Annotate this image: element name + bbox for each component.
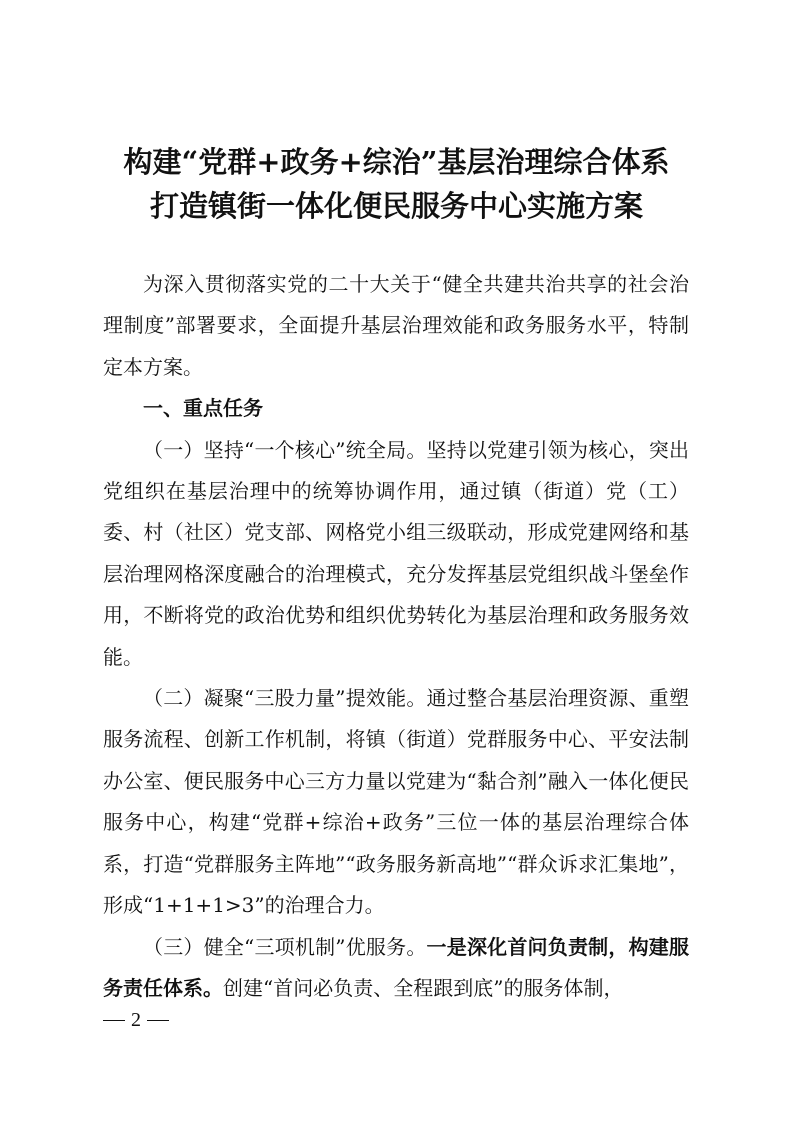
footer-dash-right	[147, 1020, 169, 1021]
page-number: 2	[131, 1009, 141, 1031]
task-item-1: （一）坚持“一个核心”统全局。坚持以党建引领为核心，突出党组织在基层治理中的统筹协调作用，通过镇（街道）党（工）委、村（社区）党支部、网格党小组三级联动，形成党建网络和基层治理网格深度融合的治理模式，充分发挥基层党组织战斗堡垒作用，不断将党的政治优势和组织优势转化为基层治理和政务服务效能。	[103, 437, 689, 669]
task-item-3-rest: 创建“首问必负责、全程跟到底”的服务体制，	[223, 975, 624, 1000]
task-item-2: （二）凝聚“三股力量”提效能。通过整合基层治理资源、重塑服务流程、创新工作机制，将镇（街道）党群服务中心、平安法制办公室、便民服务中心三方力量以党建为“黏合剂”融入一体化便民服务中心，构建“党群+综治+政务”三位一体的基层治理综合体系，打造“党群服务主阵地”“政务服务新高地”“群众诉求汇集地”，形成“1+1+1>3”的治理合力。	[103, 686, 689, 918]
task-item-3	[103, 927, 689, 1010]
footer-dash-left	[103, 1020, 125, 1021]
document-body	[103, 264, 689, 1009]
intro-paragraph: 为深入贯彻落实党的二十大关于“健全共建共治共享的社会治理制度”部署要求，全面提升基层治理效能和政务服务水平，特制定本方案。	[103, 272, 689, 379]
page-footer	[103, 1004, 169, 1035]
document-title-line-1: 构建“党群+政务+综治”基层治理综合体系	[123, 145, 670, 179]
task-item-3-bold-phrase: 一是深化首问负责制，构建服务责任体系。	[103, 934, 689, 1000]
document-title-line-2: 打造镇街一体化便民服务中心实施方案	[149, 189, 643, 223]
section-heading-key-tasks: 一、重点任务	[143, 396, 263, 421]
task-item-3-lead: （三）健全“三项机制”优服务。	[143, 934, 427, 959]
